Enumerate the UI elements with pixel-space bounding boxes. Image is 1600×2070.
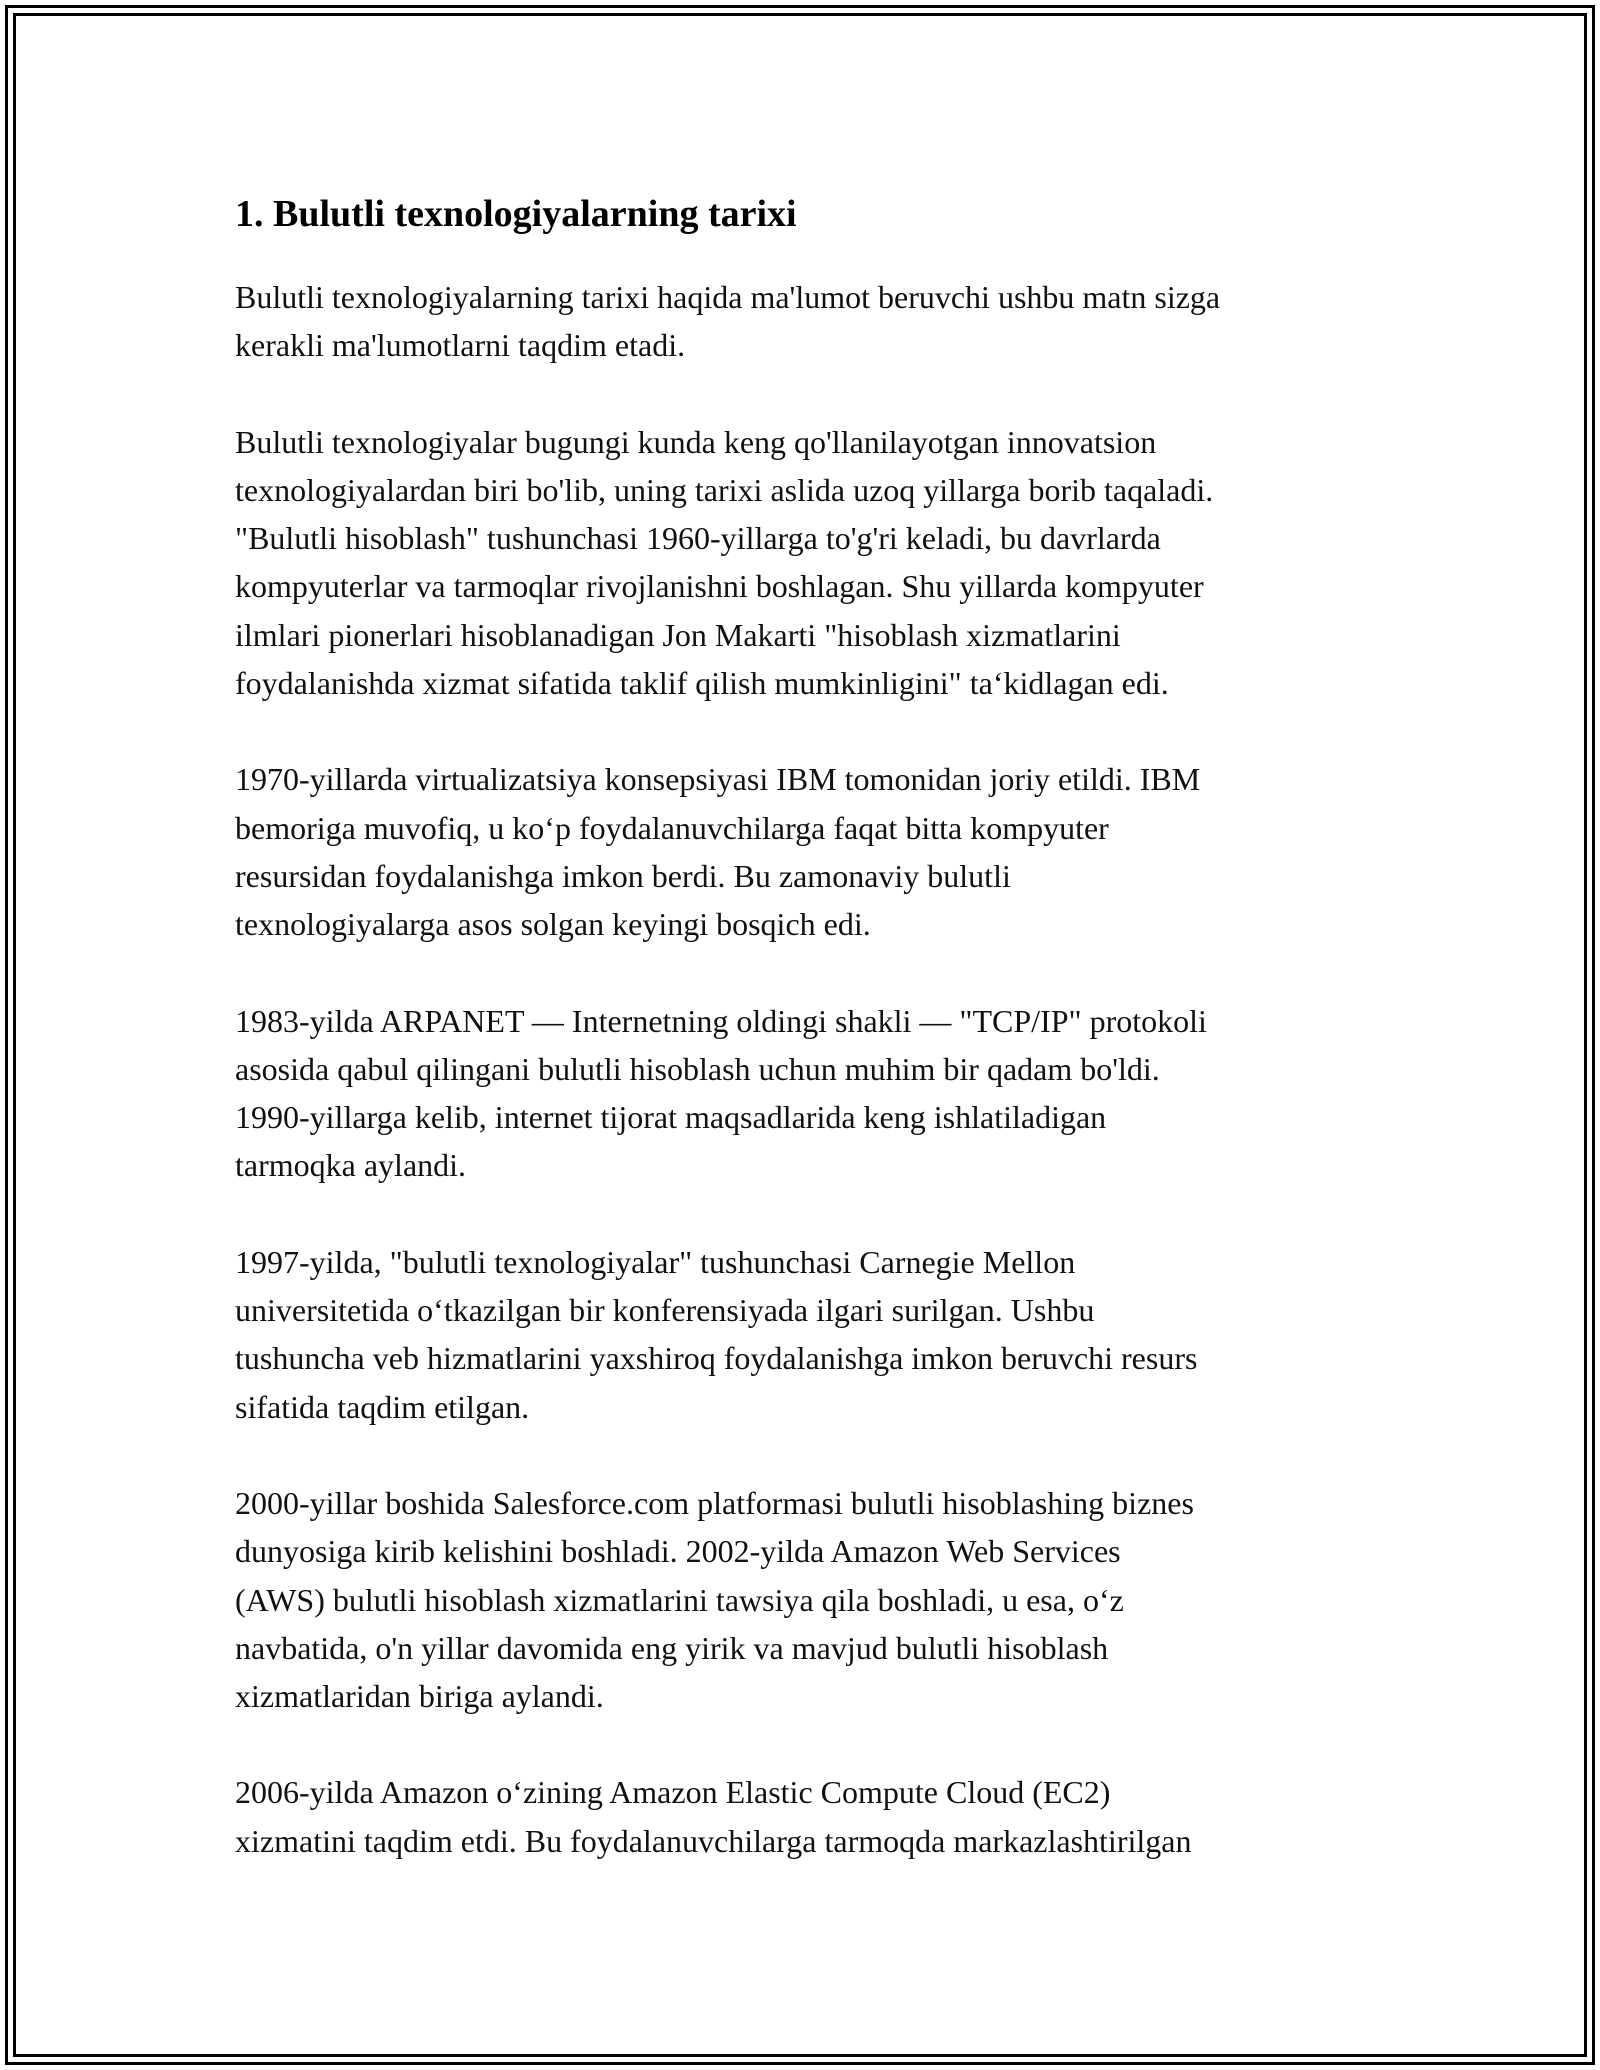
text-line: sifatida taqdim etilgan.: [235, 1388, 530, 1425]
paragraph-1983: [235, 997, 1375, 1190]
text-line: 1983-yilda ARPANET — Internetning oldingi shakli — "TCP/IP" protokoli: [235, 1002, 1207, 1039]
text-line: (AWS) bulutli hisoblash xizmatlarini tawsiya qila boshladi, u esa, o‘z: [235, 1581, 1124, 1618]
text-line: ilmlari pionerlari hisoblanadigan Jon Makarti "hisoblash xizmatlarini: [235, 616, 1121, 653]
text-line: bemoriga muvofiq, u ko‘p foydalanuvchilarga faqat bitta kompyuter: [235, 809, 1109, 846]
text-line: dunyosiga kirib kelishini boshladi. 2002-yilda Amazon Web Services: [235, 1533, 1121, 1570]
paragraph-2000s: [235, 1479, 1375, 1720]
text-line: 1970-yillarda virtualizatsiya konsepsiyasi IBM tomonidan joriy etildi. IBM: [235, 761, 1201, 798]
text-line: navbatida, o'n yillar davomida eng yirik va mavjud bulutli hisoblash: [235, 1629, 1109, 1666]
text-line: xizmatlaridan biriga aylandi.: [235, 1678, 604, 1715]
text-line: texnologiyalarga asos solgan keyingi bosqich edi.: [235, 906, 871, 943]
text-line: kerakli ma'lumotlarni taqdim etadi.: [235, 327, 686, 364]
paragraph-2006: [235, 1768, 1375, 1865]
section-heading: 1. Bulutli texnologiyalarning tarixi: [235, 193, 797, 235]
text-line: Bulutli texnologiyalarning tarixi haqida ma'lumot beruvchi ushbu matn sizga: [235, 279, 1221, 315]
text-line: asosida qabul qilingani bulutli hisoblash uchun muhim bir qadam bo'ldi.: [235, 1050, 1160, 1087]
text-line: tarmoqka aylandi.: [235, 1147, 467, 1184]
paragraph-1960s: [235, 418, 1375, 708]
text-line: Bulutli texnologiyalar bugungi kunda keng qo'llanilayotgan innovatsion: [235, 423, 1157, 460]
paragraph-intro: [235, 273, 1375, 370]
text-line: foydalanishda xizmat sifatida taklif qilish mumkinligini" ta‘kidlagan edi.: [235, 665, 1169, 702]
text-line: 1997-yilda, "bulutli texnologiyalar" tushunchasi Carnegie Mellon: [235, 1243, 1076, 1280]
text-line: resursidan foydalanishga imkon berdi. Bu zamonaviy bulutli: [235, 857, 1011, 894]
text-line: 1990-yillarga kelib, internet tijorat maqsadlarida keng ishlatiladigan: [235, 1099, 1107, 1136]
text-line: kompyuterlar va tarmoqlar rivojlanishni boshlagan. Shu yillarda kompyuter: [235, 568, 1204, 605]
text-line: tushuncha veb hizmatlarini yaxshiroq foydalanishga imkon beruvchi resurs: [235, 1340, 1198, 1377]
text-line: 2006-yilda Amazon o‘zining Amazon Elastic Compute Cloud (EC2): [235, 1774, 1111, 1811]
text-line: "Bulutli hisoblash" tushunchasi 1960-yillarga to'g'ri keladi, bu davrlarda: [235, 520, 1161, 557]
text-line: texnologiyalardan biri bo'lib, uning tarixi aslida uzoq yillarga borib taqaladi.: [235, 471, 1214, 508]
text-line: 2000-yillar boshida Salesforce.com platformasi bulutli hisoblashing biznes: [235, 1484, 1194, 1521]
paragraph-1970s: [235, 755, 1375, 948]
text-line: universitetida o‘tkazilgan bir konferensiyada ilgari surilgan. Ushbu: [235, 1292, 1095, 1329]
document-body: [235, 186, 1375, 1913]
paragraph-1997: [235, 1238, 1375, 1431]
text-line: xizmatini taqdim etdi. Bu foydalanuvchilarga tarmoqda markazlashtirilgan: [235, 1822, 1192, 1859]
